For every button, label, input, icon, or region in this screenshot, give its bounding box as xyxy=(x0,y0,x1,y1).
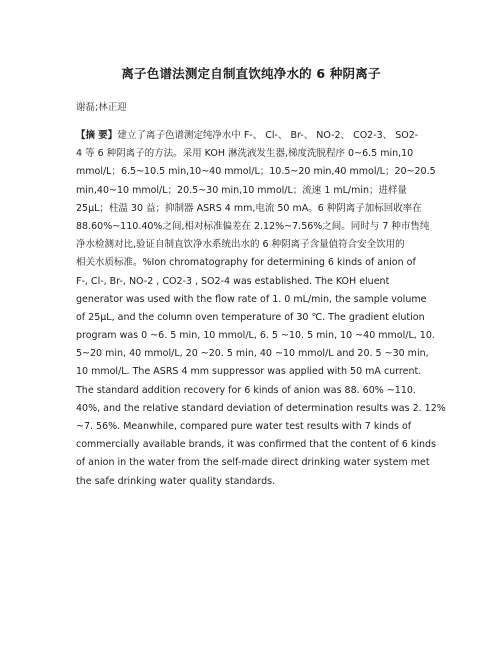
abstract-line: ~7. 56%. Meanwhile, compared pure water test results with 7 kinds of xyxy=(76,421,412,432)
abstract-line: generator was used with the flow rate of 1. 0 mL/min, the sample volume xyxy=(76,293,427,305)
abstract-heading: 【摘 要】 xyxy=(76,130,118,141)
abstract-line: of anion in the water from the self-made direct drinking water system met xyxy=(76,457,430,469)
abstract-line: commercially available brands, it was confirmed that the content of 6 kinds xyxy=(76,439,436,451)
abstract-line: 25μL；柱温 30 益；抑制器 ASRS 4 mm,电流 50 mA。6 种阴离子加标回收率在 xyxy=(76,202,422,214)
abstract-line: 5~20 min, 40 mmol/L, 20 ~20. 5 min, 40 ~10 mmol/L and 20. 5 ~30 min, xyxy=(76,348,429,360)
abstract-line: 4 等 6 种阴离子的方法。采用 KOH 淋洗液发生器,梯度洗脱程序 0~6.5 min,10 xyxy=(76,148,414,160)
abstract-text: 建立了离子色谱测定纯净水中 F-、 Cl-、 Br-、 NO-2、 CO2-3、 SO2- xyxy=(117,130,419,141)
abstract-line: 10 mmol/L. The ASRS 4 mm suppressor was applied with 50 mA current. xyxy=(76,366,422,378)
abstract-line: The standard addition recovery for 6 kinds of anion was 88. 60% ~110. xyxy=(76,384,416,396)
abstract-block xyxy=(76,127,446,491)
abstract-line: of 25μL, and the column oven temperature of 30 ℃. The gradient elution xyxy=(76,311,425,323)
abstract-line: 相关水质标准。%Ion chromatography for determining 6 kinds of anion of xyxy=(76,257,416,269)
abstract-line: min,40~10 mmol/L；20.5~30 min,10 mmol/L；流速 1 mL/min；进样量 xyxy=(76,184,408,196)
abstract-line xyxy=(76,127,428,145)
abstract-line: program was 0 ~6. 5 min, 10 mmol/L, 6. 5 ~10. 5 min, 10 ~40 mmol/L, 10. xyxy=(76,330,435,342)
abstract-line: 净水检测对比,验证自制直饮净水系统出水的 6 种阴离子含量值符合安全饮用的 xyxy=(76,239,405,251)
paper-title: 离子色谱法测定自制直饮纯净水的 6 种阴离子 xyxy=(121,66,381,81)
abstract-line: 88.60%~110.40%之间,相对标准偏差在 2.12%~7.56%之间。同时与 7 种市售纯 xyxy=(76,220,430,232)
abstract-line: F-, Cl-, Br-, NO-2 , CO2-3 , SO2-4 was established. The KOH eluent xyxy=(76,275,390,287)
abstract-line: the safe drinking water quality standards. xyxy=(76,475,276,487)
abstract-line: 40%, and the relative standard deviation of determination results was 2. 12% xyxy=(76,402,446,414)
abstract-line: mmol/L；6.5~10.5 min,10~40 mmol/L；10.5~20 min,40 mmol/L；20~20.5 xyxy=(76,166,436,178)
author-list: 谢磊;林正迎 xyxy=(76,102,127,113)
